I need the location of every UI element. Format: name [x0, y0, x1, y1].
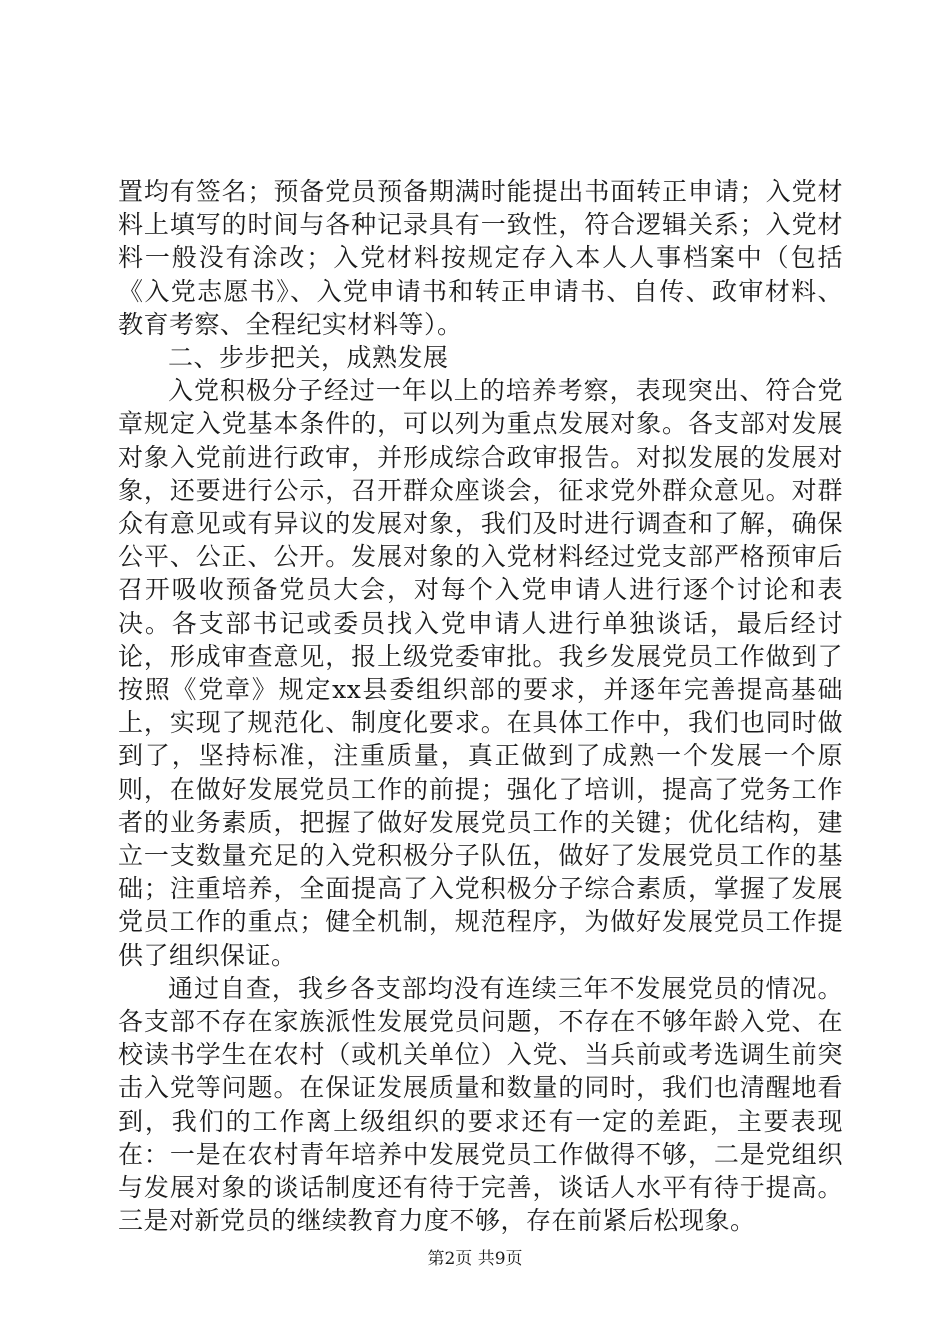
paragraph-self-inspection: 通过自查，我乡各支部均没有连续三年不发展党员的情况。各支部不存在家族派性发展党员问题，不存在不够年龄入党、在校读书学生在农村（或机关单位）入党、当兵前或考选调生前突击入党等问题。在保证发展质量和数量的同时，我们也清醒地看到，我们的工作离上级组织的要求还有一定的差距，主要表现在：一是在农村青年培养中发展党员工作做得不够，二是党组织与发展对象的谈话制度还有待于完善，谈话人水平有待于提高。三是对新党员的继续教育力度不够，存在前紧后松现象。: [118, 973, 843, 1236]
page-number-footer: 第2页 共9页: [427, 1249, 523, 1269]
paragraph-development-process: 入党积极分子经过一年以上的培养考察，表现突出、符合党章规定入党基本条件的，可以列为重点发展对象。各支部对发展对象入党前进行政审，并形成综合政审报告。对拟发展的发展对象，还要进行公示，召开群众座谈会，征求党外群众意见。对群众有意见或有异议的发展对象，我们及时进行调查和了解，确保公平、公正、公开。发展对象的入党材料经过党支部严格预审后召开吸收预备党员大会，对每个入党申请人进行逐个讨论和表决。各支部书记或委员找入党申请人进行单独谈话，最后经讨论，形成审查意见，报上级党委审批。我乡发展党员工作做到了按照《党章》规定xx县委组织部的要求，并逐年完善提高基础上，实现了规范化、制度化要求。在具体工作中，我们也同时做到了，坚持标准，注重质量，真正做到了成熟一个发展一个原则，在做好发展党员工作的前提；强化了培训，提高了党务工作者的业务素质，把握了做好发展党员工作的关键；优化结构，建立一支数量充足的入党积极分子队伍，做好了发展党员工作的基础；注重培养，全面提高了入党积极分子综合素质，掌握了发展党员工作的重点；健全机制，规范程序，为做好发展党员工作提供了组织保证。: [118, 376, 843, 970]
paragraph-continuation: 置均有签名；预备党员预备期满时能提出书面转正申请；入党材料上填写的时间与各种记录具有一致性，符合逻辑关系；入党材料一般没有涂改；入党材料按规定存入本人人事档案中（包括《入党志愿书》、入党申请书和转正申请书、自传、政审材料、教育考察、全程纪实材料等）。: [118, 177, 843, 339]
document-body: [118, 175, 843, 1238]
section-heading: 二、步步把关，成熟发展: [168, 343, 449, 373]
